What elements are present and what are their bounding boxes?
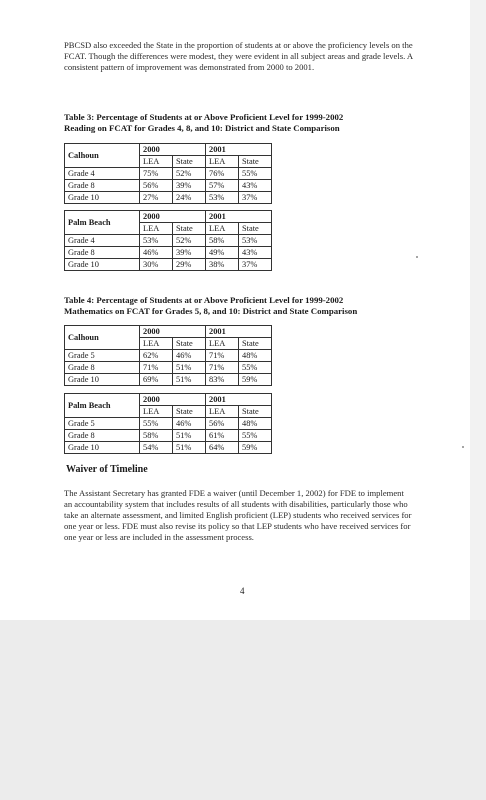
value-cell: 49%	[206, 247, 239, 259]
value-cell: 55%	[239, 362, 272, 374]
grade-label: Grade 10	[65, 442, 140, 454]
subheader-cell: State	[239, 223, 272, 235]
value-cell: 59%	[239, 442, 272, 454]
value-cell: 69%	[140, 374, 173, 386]
grade-label: Grade 8	[65, 247, 140, 259]
value-cell: 27%	[140, 192, 173, 204]
value-cell: 76%	[206, 168, 239, 180]
subheader-cell: State	[173, 223, 206, 235]
value-cell: 53%	[239, 235, 272, 247]
value-cell: 53%	[206, 192, 239, 204]
scan-speck	[462, 446, 464, 448]
table4-caption-line1: Table 4: Percentage of Students at or Above Proficient Level for 1999-2002	[64, 295, 344, 305]
subheader-cell: State	[173, 156, 206, 168]
value-cell: 39%	[173, 180, 206, 192]
value-cell: 52%	[173, 235, 206, 247]
reading-palm-beach-table	[64, 210, 272, 271]
value-cell: 83%	[206, 374, 239, 386]
table-row	[65, 418, 272, 430]
value-cell: 51%	[173, 442, 206, 454]
value-cell: 54%	[140, 442, 173, 454]
grade-label: Grade 4	[65, 168, 140, 180]
table-header-row	[65, 326, 272, 338]
value-cell: 56%	[140, 180, 173, 192]
scan-speck	[416, 256, 418, 258]
value-cell: 58%	[206, 235, 239, 247]
table-row	[65, 442, 272, 454]
subheader-cell: LEA	[140, 406, 173, 418]
grade-label: Grade 8	[65, 362, 140, 374]
grade-label: Grade 10	[65, 374, 140, 386]
intro-paragraph: PBCSD also exceeded the State in the proportion of students at or above the proficiency levels on the FCAT. Though the differences were modest, they were evident in all subject areas and grade levels. A consistent pattern of improvement was demonstrated from 2000 to 2001.	[64, 40, 413, 72]
value-cell: 61%	[206, 430, 239, 442]
subheader-cell: State	[173, 338, 206, 350]
value-cell: 37%	[239, 192, 272, 204]
value-cell: 71%	[206, 362, 239, 374]
year-header: 2000	[140, 211, 206, 223]
value-cell: 58%	[140, 430, 173, 442]
table-row	[65, 192, 272, 204]
value-cell: 62%	[140, 350, 173, 362]
table-header-row	[65, 144, 272, 156]
table-row	[65, 430, 272, 442]
table-row	[65, 350, 272, 362]
value-cell: 43%	[239, 247, 272, 259]
math-calhoun-table	[64, 325, 272, 386]
value-cell: 53%	[140, 235, 173, 247]
subheader-cell: State	[239, 338, 272, 350]
value-cell: 46%	[173, 418, 206, 430]
value-cell: 71%	[140, 362, 173, 374]
subheader-cell: LEA	[140, 156, 173, 168]
value-cell: 48%	[239, 418, 272, 430]
value-cell: 48%	[239, 350, 272, 362]
table4-caption-line2: Mathematics on FCAT for Grades 5, 8, and 10: District and State Comparison	[64, 306, 358, 316]
value-cell: 37%	[239, 259, 272, 271]
subheader-cell: LEA	[140, 338, 173, 350]
value-cell: 71%	[206, 350, 239, 362]
value-cell: 39%	[173, 247, 206, 259]
table-row	[65, 235, 272, 247]
value-cell: 51%	[173, 430, 206, 442]
value-cell: 55%	[239, 168, 272, 180]
value-cell: 46%	[140, 247, 173, 259]
waiver-paragraph: The Assistant Secretary has granted FDE a waiver (until December 1, 2002) for FDE to implement an accountability system that includes results of all students with disabilities, particularly those who take an alternate assessment, and limited English proficient (LEP) students who received services for one year or less. FDE must also revise its policy so that LEP students who have received services for one year or less are included in the assessment process.	[64, 488, 412, 542]
subheader-cell: LEA	[206, 223, 239, 235]
year-header: 2000	[140, 326, 206, 338]
value-cell: 55%	[239, 430, 272, 442]
table-row	[65, 374, 272, 386]
year-header: 2001	[206, 144, 272, 156]
district-name: Calhoun	[65, 326, 140, 350]
grade-label: Grade 10	[65, 259, 140, 271]
table-header-row	[65, 394, 272, 406]
table-row	[65, 362, 272, 374]
table-header-row	[65, 211, 272, 223]
value-cell: 30%	[140, 259, 173, 271]
value-cell: 52%	[173, 168, 206, 180]
value-cell: 43%	[239, 180, 272, 192]
reading-calhoun-table	[64, 143, 272, 204]
table-row	[65, 168, 272, 180]
value-cell: 29%	[173, 259, 206, 271]
year-header: 2001	[206, 211, 272, 223]
grade-label: Grade 8	[65, 430, 140, 442]
value-cell: 59%	[239, 374, 272, 386]
value-cell: 64%	[206, 442, 239, 454]
grade-label: Grade 5	[65, 350, 140, 362]
year-header: 2001	[206, 394, 272, 406]
value-cell: 56%	[206, 418, 239, 430]
page-number: 4	[240, 586, 245, 596]
subheader-cell: LEA	[206, 338, 239, 350]
subheader-cell: LEA	[140, 223, 173, 235]
value-cell: 46%	[173, 350, 206, 362]
subheader-cell: State	[173, 406, 206, 418]
value-cell: 55%	[140, 418, 173, 430]
district-name: Calhoun	[65, 144, 140, 168]
scan-background	[0, 620, 486, 800]
year-header: 2001	[206, 326, 272, 338]
grade-label: Grade 10	[65, 192, 140, 204]
math-palm-beach-table	[64, 393, 272, 454]
table-row	[65, 180, 272, 192]
subheader-cell: LEA	[206, 406, 239, 418]
value-cell: 38%	[206, 259, 239, 271]
subheader-cell: LEA	[206, 156, 239, 168]
grade-label: Grade 8	[65, 180, 140, 192]
grade-label: Grade 4	[65, 235, 140, 247]
table-row	[65, 259, 272, 271]
table4-caption	[64, 295, 357, 317]
district-name: Palm Beach	[65, 211, 140, 235]
year-header: 2000	[140, 394, 206, 406]
table3-caption-line2: Reading on FCAT for Grades 4, 8, and 10: District and State Comparison	[64, 123, 340, 133]
waiver-heading: Waiver of Timeline	[66, 464, 148, 475]
table3-caption-line1: Table 3: Percentage of Students at or Above Proficient Level for 1999-2002	[64, 112, 344, 122]
year-header: 2000	[140, 144, 206, 156]
district-name: Palm Beach	[65, 394, 140, 418]
value-cell: 24%	[173, 192, 206, 204]
value-cell: 75%	[140, 168, 173, 180]
subheader-cell: State	[239, 156, 272, 168]
value-cell: 51%	[173, 362, 206, 374]
value-cell: 51%	[173, 374, 206, 386]
value-cell: 57%	[206, 180, 239, 192]
grade-label: Grade 5	[65, 418, 140, 430]
table3-caption	[64, 112, 343, 134]
table-row	[65, 247, 272, 259]
subheader-cell: State	[239, 406, 272, 418]
